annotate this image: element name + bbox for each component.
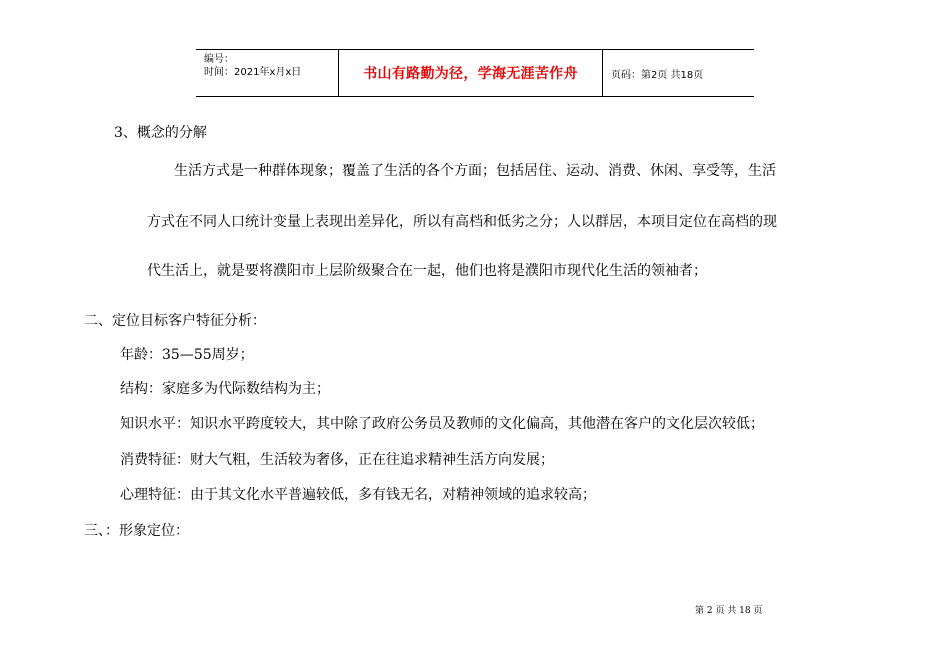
time-label: 时间：2021年x月x日 [204,67,302,78]
section-heading-image-positioning: 三、：形象定位： [84,523,189,539]
heading-concept-breakdown: 3、概念的分解 [114,125,207,141]
section-heading-target-customers: 二、定位目标客户特征分析： [84,313,266,329]
motto-text: 书山有路勤为径，学海无涯苦作舟 [363,66,578,82]
trait-age: 年龄：35—55周岁； [120,347,254,363]
page-footer: 第 2 页 共 18 页 [695,606,763,616]
number-label: 编号： [204,54,234,65]
paragraph-line-3: 代生活上，就是要将濮阳市上层阶级聚合在一起，他们也将是濮阳市现代化生活的领袖者； [147,263,707,279]
document-header [196,49,754,97]
paragraph-line-2: 方式在不同人口统计变量上表现出差异化，所以有高档和低劣之分；人以群居，本项目定位在高档的现 [147,214,777,230]
header-meta [196,50,339,96]
paragraph-line-1: 生活方式是一种群体现象；覆盖了生活的各个方面；包括居住、运动、消费、休闲、享受等，生活 [174,163,776,179]
header-motto [339,50,603,96]
trait-knowledge: 知识水平：知识水平跨度较大，其中除了政府公务员及教师的文化偏高，其他潜在客户的文化层次较低； [120,416,764,432]
trait-psychology: 心理特征：由于其文化水平普遍较低，多有钱无名，对精神领域的追求较高； [120,487,596,503]
header-page-info: 页码：第2页 共18页 [611,69,704,81]
trait-structure: 结构：家庭多为代际数结构为主； [120,381,330,397]
trait-consumption: 消费特征：财大气粗，生活较为奢侈，正在往追求精神生活方向发展； [120,452,554,468]
